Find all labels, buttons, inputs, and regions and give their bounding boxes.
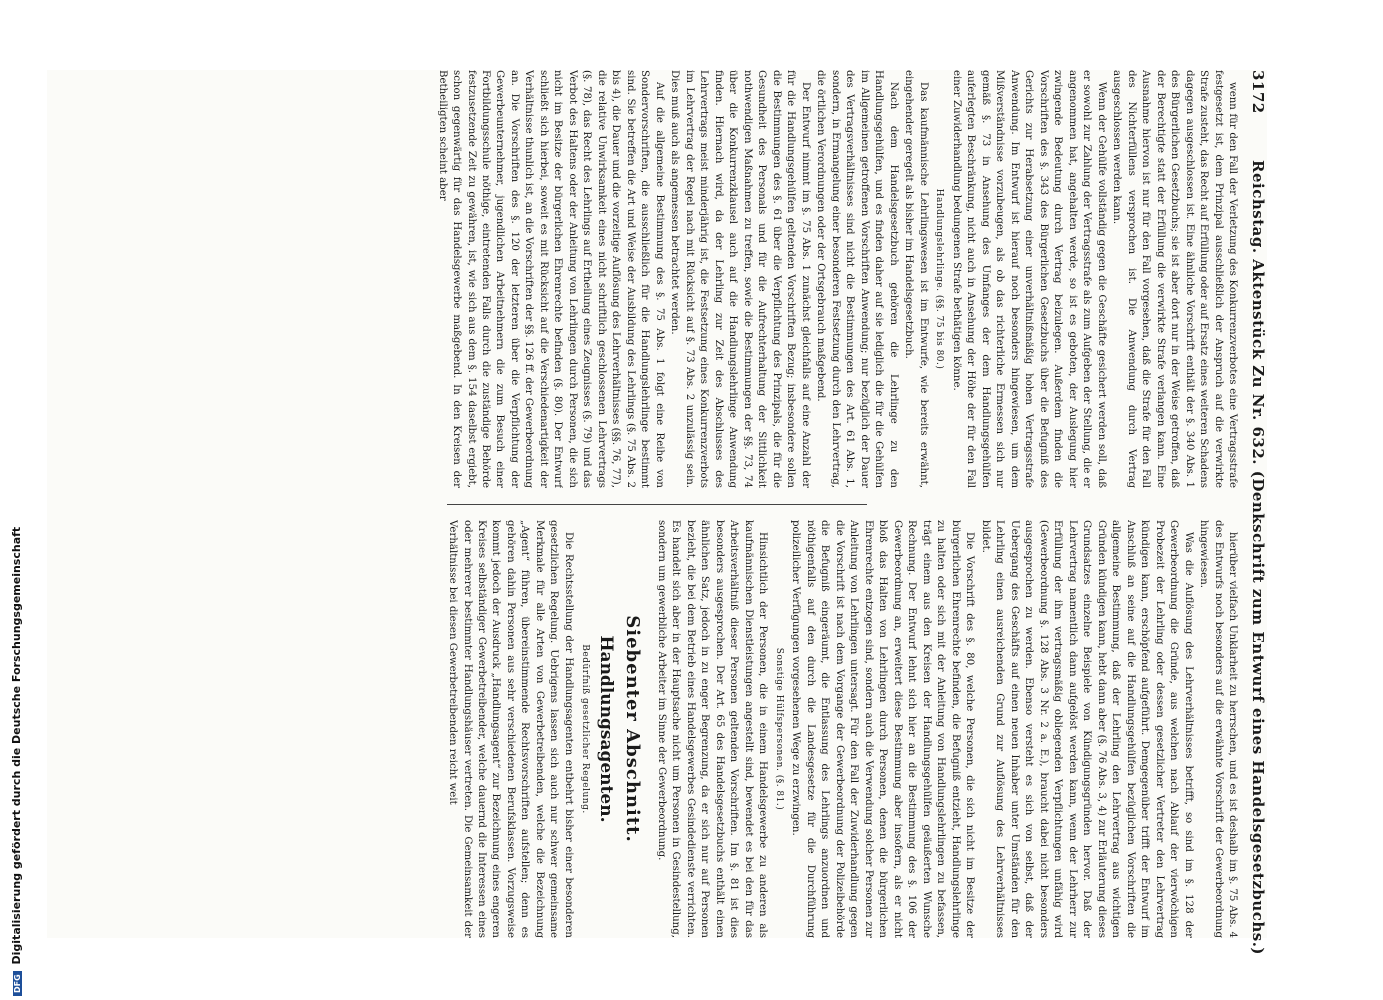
paragraph: Nach dem Handelsgesetzbuch gehören die Lehrlinge zu den Handlungsgehülfen, und es finden daher auf sie lediglich die für die Gehülfen im Allgemeinen getroffenen Vorschriften Anwendung; nur bezüglich der Dauer des Vertragsverhältnisses sind nicht die Bestimmungen des Art. 61 Abs. 1, sondern, in Ermangelung einer besonderen Festsetzung durch den Lehrvertrag, die örtlichen Verordnungen oder der Ortsgebrauch maßgebend. bbox=[815, 70, 899, 488]
page-number: 3172 bbox=[1249, 70, 1267, 114]
paragraph: Wenn der Gehülfe vollständig gegen die Geschäfte gesichert werden soll, daß er sowohl zur Zahlung der Vertragsstrafe als zum Aufgeben der Stellung, die er angenommen hat, angehalten werde, so ist es geboten, der Auslegung hier zwingende Bedeutung durch Vertrag beizulegen. Außerdem finden die Vorschriften des §. 343 des Bürgerlichen Gesetzbuchs über die Befugniß des Gerichts zur Herabsetzung einer unverhältnißmäßig hohen Vertragsstrafe Anwendung. Im Entwurf ist hierauf noch besonders hingewiesen, um dem Mißverständnisse vorzubeugen, als ob das richterliche Ermessen sich nur gemäß §. 73 in Ansehung des Umfanges der dem Handlungsgehülfen auferlegten Beschränkung, nicht auch in Ansehung der Höhe der für den Fall einer Zuwiderhandlung bedungenen Strafe bethätigen könne. bbox=[950, 70, 1107, 488]
credit-text: Digitalisierung gefördert durch die Deutsche Forschungsgemeinschaft bbox=[10, 526, 23, 965]
paragraph: wenn für den Fall der Verletzung des Konkurrenzverbotes eine Vertragsstrafe festgesetzt ist, dem Prinzipal ausschließlich der Anspruch auf die verwirkte Strafe zusteht, das Recht auf Erfüllung oder auf Ersatz eines weiteren Schadens dagegen ausgeschlossen ist. Eine ähnliche Vorschrift enthält der §. 340 Abs. 1 des Bürgerlichen Gesetzbuchs; sie ist aber dort nur in der Weise getroffen, daß der Berechtigte statt der Erfüllung die verwirkte Strafe verlangen kann. Eine Ausnahme hiervon ist nur für den Fall vorgesehen, daß die Strafe für den Fall des Nichterfüllens versprochen ist. Die Anwendung durch Vertrag ausgeschlossen werden kann. bbox=[1111, 70, 1238, 488]
paragraph: Auf die allgemeine Bestimmung des §. 75 Abs. 1 folgt eine Reihe von Sondervorschriften, die ausschließlich für die Handlungslehrlinge bestimmt sind. Sie betreffen die Art und Weise der Ausbildung des Lehrlings (§. 75 Abs. 2 bis 4), die Dauer und die vorzeitige Auflösung des Lehrverhältnisses (§§. 76, 77), die relative Unwirksamkeit eines nicht schriftlich geschlossenen Lehrvertrags (§. 78), das Recht des Lehrlings auf Ertheilung eines Zeugnisses (§. 79) und das Verbot des Haltens oder der Anleitung von Lehrlingen durch Personen, die sich nicht im Besitze der bürgerlichen Ehrenrechte befinden (§. 80). Der Entwurf schließt sich hierbei, soweit es mit Rücksicht auf die Verschiedenartigkeit der Verhältnisse thunlich ist, an die Vorschriften der §§. 126 ff. der Gewerbeordnung an. Die Vorschriften des §. 120 der letzteren über die Verpflichtung der Gewerbeunternehmer, jugendlichen Arbeitnehmern die zum Besuch einer Fortbildungsschule nöthige, eintretenden Falls durch die zuständige Behörde festzusetzende Zeit zu gewähren, ist, wie sich aus dem §. 154 daselbst ergiebt, schon gegenwärtig für das Handelsgewerbe maßgebend. In den Kreisen der Betheiligten scheint aber bbox=[436, 70, 665, 488]
section-name: Handlungsagenten. bbox=[595, 635, 616, 823]
digitization-credit bbox=[10, 527, 23, 996]
document-page bbox=[47, 70, 1267, 956]
paragraph: Der Entwurf nimmt im §. 75 Abs. 1 zunächst gleichfalls auf eine Anzahl der für die Handlungsgehülfen geltenden Vorschriften Bezug; insbesondere sollen die Bestimmungen des §. 61 über die Verpflichtung des Prinzipals, die für die Gesundheit des Personals und für die Aufrechterhaltung der Sittlichkeit nothwendigen Maßnahmen zu treffen, sowie die Bestimmungen der §§. 73, 74 über die Konkurrenzklausel auch auf die Handlungslehrlinge Anwendung finden. Hiernach wird, da der Lehrling zur Zeit des Abschlusses des Lehrvertrags meist minderjährig ist, die Festsetzung eines Konkurrenzverbots im Lehrvertrag der Regel nach mit Rücksicht auf §. 73 Abs. 2 unzulässig sein. Dies muß auch als angemessen betrachtet werden. bbox=[669, 70, 811, 488]
paragraph: Die Rechtsstellung der Handlungsagenten entbehrt bisher einer besonderen gesetzlichen Regelung. Uebrigens lassen sich auch nur schwer gemeinsame Merkmale für alle Arten von Gewerbetreibenden, welche die Bezeichnung „Agent“ führen, übereinstimmende Rechtsvorschriften aufstellen; denn es gehören dahin Personen aus sehr verschiedenen Berufsklassen. Vorzugsweise kommt jedoch der Ausdruck „Handlungsagent“ zur Bezeichnung eines engeren Kreises selbständiger Gewerbetreibender, welche dauernd die Interessen eines oder mehrerer bestimmter Handlungshäuser vertreten. Die Gemeinsamkeit der Verhältnisse bei diesen Gewerbetreibenden reicht weit bbox=[447, 520, 574, 938]
page-title: Reichstag. Aktenstück Zu Nr. 632. (Denkschrift zum Entwurf eines Handelsgesetzbuchs.) bbox=[1249, 160, 1267, 956]
section-title: Siebenter Abschnitt. bbox=[622, 615, 644, 843]
paragraph: Die Vorschrift des §. 80, welche Personen, die sich nicht im Besitze der bürgerlichen Ehrenrechte befinden, die Befugniß entzieht, Handlungslehrlinge zu halten oder sich mit der Anleitung von Handlungslehrlingen zu befassen, trägt einem aus den Kreisen der Handlungsgehülfen geäußerten Wunsche Rechnung. Der Entwurf lehnt sich hier an die Bestimmung des §. 106 der Gewerbeordnung an, erweitert diese Bestimmung aber insofern, als er nicht bloß das Halten von Lehrlingen durch Personen, denen die bürgerlichen Ehrenrechte entzogen sind, sondern auch die Verwendung solcher Personen zur Anleitung von Lehrlingen untersagt. Für den Fall der Zuwiderhandlung gegen die Vorschrift ist nach dem Vorgange der Gewerbeordnung der Polizeibehörde die Befugniß eingeräumt, die Entlassung des Lehrlings anzuordnen und nöthigenfalls auf den durch die Landesgesetze für die Durchführung polizeilicher Verfügungen vorgesehenen Wege zu erzwingen. bbox=[790, 520, 976, 938]
subheading: Bedürfniß gesetzlicher Regelung. bbox=[579, 644, 590, 814]
subheading: Handlungslehrlinge. (§§. 75 bis 80.) bbox=[934, 188, 945, 370]
paragraph: Das kaufmännische Lehrlingswesen ist im Entwurfe, wie bereits erwähnt, eingehender geregelt als bisher im Handelsgesetzbuch. bbox=[903, 70, 929, 488]
dfg-logo-icon: DFG bbox=[13, 971, 22, 996]
column-divider bbox=[447, 504, 867, 505]
right-column bbox=[49, 520, 1239, 938]
page-header bbox=[1241, 70, 1267, 956]
paragraph: hierüber vielfach Unklarheit zu herrschen, und es ist deshalb im §. 75 Abs. 4 des Entwurfs noch besonders auf die erwähnte Vorschrift der Gewerbeordnung hingewiesen. bbox=[1198, 520, 1238, 938]
paragraph: Was die Auflösung des Lehrverhältnisses betrifft, so sind im §. 128 der Gewerbeordnung die Gründe, aus welchen nach Ablauf der vierwöchigen Probezeit der Lehrling oder dessen gesetzlicher Vertreter den Lehrvertrag kündigen kann, erschöpfend aufgeführt. Demgegenüber trifft der Entwurf im Anschluß an seine auf die Handlungsgehülfen bezüglichen Vorschriften die allgemeine Bestimmung, daß der Lehrling den Lehrvertrag aus wichtigen Gründen kündigen kann, hebt dann aber (§. 76 Abs. 3, 4) zur Erläuterung dieses Grundsatzes einzelne Beispiele von Kündigungsgründen hervor. Daß der Lehrvertrag namentlich dann aufgelöst werden kann, wenn der Lehrherr zur Erfüllung der ihm vertragsmäßig obliegenden Verpflichtungen unfähig wird (Gewerbeordnung §. 128 Abs. 3 Nr. 2 a. E.), braucht dabei nicht besonders ausgesprochen zu werden. Ebenso versteht es sich von selbst, daß der Uebergang des Geschäfts auf einen neuen Inhaber unter Umständen für den Lehrling einen ausreichenden Grund zur Auflösung des Lehrverhältnisses bildet. bbox=[979, 520, 1194, 938]
left-column bbox=[49, 70, 1239, 488]
paragraph: Hinsichtlich der Personen, die in einem Handelsgewerbe zu anderen als kaufmännischen Dienstleistungen angestellt sind, bewendet es bei den für das Arbeitsverhältniß dieser Personen geltenden Vorschriften. Im §. 81 ist dies besonders ausgesprochen. Der Art. 65 des Handelsgesetzbuchs enthält einen ähnlichen Satz, jedoch in zu enger Begrenzung, da er sich nur auf Personen bezieht, die bei dem Betrieb eines Handelsgewerbes Gesindedienste verrichten. Es handelt sich aber in der Hauptsache nicht um Personen in Gesindestellung, sondern um gewerbliche Arbeiter im Sinne der Gewerbeordnung. bbox=[655, 520, 769, 938]
subheading: Sonstige Hülfspersonen. (§. 81.) bbox=[773, 647, 784, 811]
